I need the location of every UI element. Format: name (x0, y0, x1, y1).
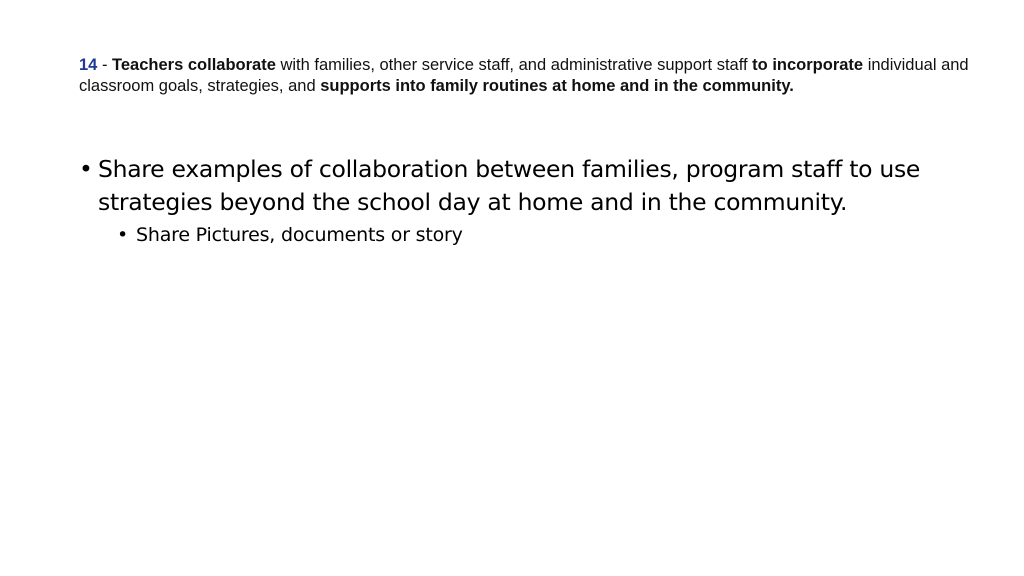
heading-bold-1: Teachers collaborate (112, 56, 276, 74)
slide-heading (79, 55, 979, 96)
bullet-item-sub (117, 222, 979, 248)
bullet-list (79, 153, 979, 248)
heading-text-2: with families, other service staff, and administrative support staff (275, 56, 753, 74)
bullet-item-main (79, 153, 979, 219)
bullet-text-sub: Share Pictures, documents or story (136, 224, 463, 246)
bullet-text-main: Share examples of collaboration between families, program staff to use strategies beyond the school day at home and in the community. (98, 155, 921, 216)
item-number: 14 (79, 56, 98, 74)
heading-text-4: individual and classroom goals, strategies, and (79, 56, 969, 95)
sub-bullet-dot: • (117, 224, 129, 246)
heading-bold-3: to incorporate (752, 56, 864, 74)
bullet-dot: • (79, 155, 93, 183)
heading-separator: - (97, 56, 113, 74)
heading-bold-5: supports into family routines at home and in the community. (320, 76, 794, 95)
